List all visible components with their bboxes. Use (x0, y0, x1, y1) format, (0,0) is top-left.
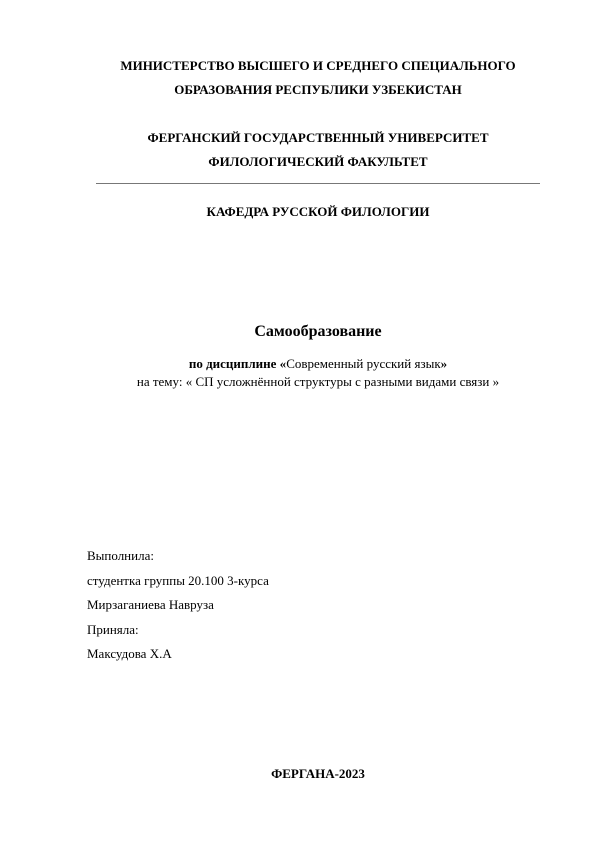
student-group: студентка группы 20.100 3-курса (87, 573, 269, 588)
teacher-name: Максудова Х.А (87, 646, 172, 661)
header-divider (96, 183, 540, 184)
student-name: Мирзаганиева Навруза (87, 597, 214, 612)
university-name: ФЕРГАНСКИЙ ГОСУДАРСТВЕННЫЙ УНИВЕРСИТЕТ (147, 130, 489, 145)
accepted-label: Приняла: (87, 622, 139, 637)
discipline-line (0, 356, 596, 372)
topic-line: на тему: « СП усложнённой структуры с разными видами связи » (136, 374, 500, 389)
ministry-line-2: ОБРАЗОВАНИЯ РЕСПУБЛИКИ УЗБЕКИСТАН (174, 82, 462, 97)
discipline-suffix: » (440, 356, 448, 371)
performed-label: Выполнила: (87, 548, 154, 563)
faculty-name: ФИЛОЛОГИЧЕСКИЙ ФАКУЛЬТЕТ (208, 154, 428, 169)
ministry-line-1: МИНИСТЕРСТВО ВЫСШЕГО И СРЕДНЕГО СПЕЦИАЛЬНОГО (120, 58, 516, 73)
discipline-name: Современный русский язык (286, 356, 441, 371)
city-year: ФЕРГАНА-2023 (271, 766, 365, 781)
discipline-prefix: по дисциплине « (188, 356, 287, 371)
department-name: КАФЕДРА РУССКОЙ ФИЛОЛОГИИ (206, 204, 430, 219)
work-title: Самообразование (254, 323, 382, 340)
